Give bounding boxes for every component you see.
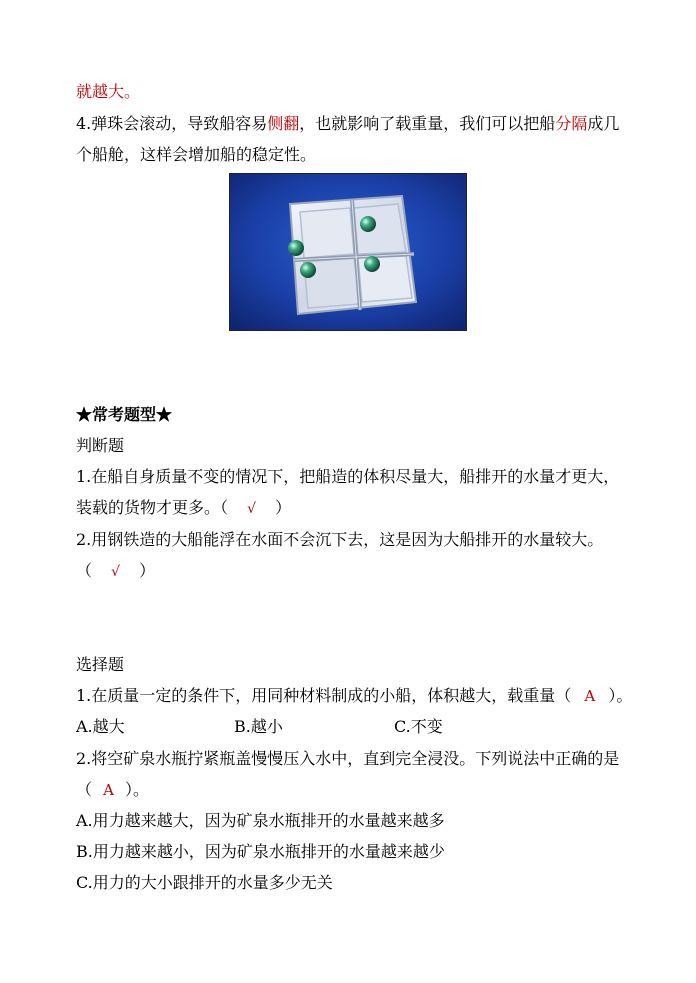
item-4-line-1	[76, 114, 619, 134]
item-4-line-2	[76, 145, 316, 165]
judge-q2-line-1	[76, 530, 603, 550]
choice-q2-open: （	[76, 780, 93, 799]
judge-q1-line-1	[76, 467, 619, 487]
intro-continuation: 就越大。	[76, 82, 141, 101]
item-4-line-2-text: 个船舱，这样会增加船的稳定性。	[76, 145, 317, 164]
choice-q2-option-a	[76, 811, 445, 831]
choice-q2-option-c	[76, 873, 333, 893]
section-title	[76, 405, 172, 425]
item-4-part-3: 成几	[587, 114, 620, 133]
choice-q2-option-b	[76, 842, 445, 862]
judge-heading	[76, 436, 124, 456]
choice-heading	[76, 655, 124, 675]
choice-q1-line	[76, 686, 632, 706]
choice-q1-option-a	[76, 717, 125, 737]
choice-q1-option-c	[394, 717, 443, 737]
choice-q1-option-b-text: B.越小	[234, 717, 283, 736]
boat-photo-illustration	[230, 174, 467, 331]
section-title-text: ★常考题型★	[76, 405, 173, 424]
choice-q2-text: 2.将空矿泉水瓶拧紧瓶盖慢慢压入水中，直到完全浸没。下列说法中正确的是	[76, 749, 620, 768]
item-4-part-2: ，也就影响了载重量，我们可以把船	[299, 114, 556, 133]
choice-q2-option-c-text: C.用力的大小跟排开的水量多少无关	[76, 873, 333, 892]
choice-q1-option-a-text: A.越大	[76, 717, 125, 736]
choice-q1-answer: A	[584, 687, 596, 705]
item-4-highlight-1: 侧翻	[267, 114, 300, 133]
choice-q2-close: ）。	[125, 780, 150, 799]
intro-line-0	[76, 82, 140, 102]
item-4-highlight-2: 分隔	[555, 114, 588, 133]
item-4-part-1: 4.弹珠会滚动，导致船容易	[76, 114, 268, 133]
choice-q2-option-a-text: A.用力越来越大，因为矿泉水瓶排开的水量越来越多	[76, 811, 445, 830]
choice-q2-option-b-text: B.用力越来越小，因为矿泉水瓶排开的水量越来越少	[76, 842, 445, 861]
choice-q1-option-b	[234, 717, 283, 737]
choice-q2-answer: A	[103, 781, 114, 799]
judge-q1-line-2	[76, 498, 291, 519]
choice-heading-text: 选择题	[76, 655, 125, 674]
judge-q1-answer: √	[247, 501, 257, 517]
choice-q1-option-c-text: C.不变	[394, 717, 443, 736]
judge-q1-text-1: 1.在船自身质量不变的情况下，把船造的体积尽量大，船排开的水量才更大，	[76, 467, 620, 486]
choice-q1-close: ）。	[608, 686, 633, 705]
boat-photo	[229, 173, 467, 331]
choice-q2-line-1	[76, 749, 619, 769]
choice-q2-line-2	[76, 780, 149, 800]
judge-q2-line-2	[76, 561, 155, 582]
judge-heading-text: 判断题	[76, 436, 125, 455]
choice-q1-text: 1.在质量一定的条件下，用同种材料制成的小船，体积越大，载重量（	[76, 686, 572, 705]
judge-q2-open: （	[76, 561, 93, 580]
judge-q2-text: 2.用钢铁造的大船能浮在水面不会沉下去，这是因为大船排开的水量较大。	[76, 530, 604, 549]
judge-q1-close: ）	[275, 498, 292, 517]
judge-q2-close: ）	[139, 561, 156, 580]
judge-q2-answer: √	[111, 564, 121, 580]
judge-q1-text-2: 装载的货物才更多。（	[76, 498, 229, 517]
